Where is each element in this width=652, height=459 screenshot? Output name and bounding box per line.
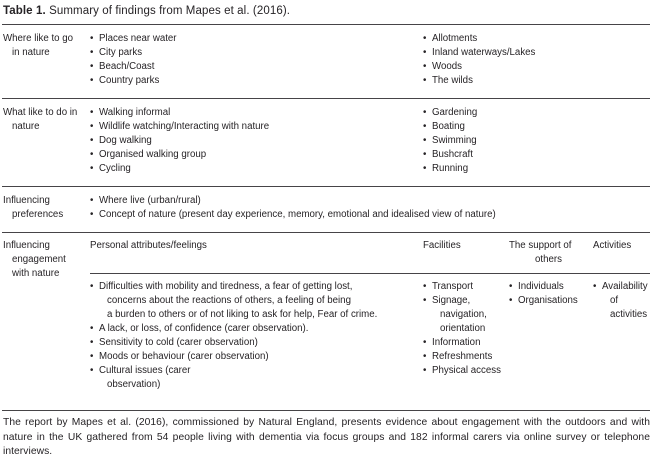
bullet-text: Swimming [432, 135, 477, 146]
bullet-icon: • [90, 351, 94, 362]
bullet-item [423, 148, 650, 162]
what-to-do-list-right [423, 106, 650, 176]
bullet-icon: • [509, 281, 513, 292]
table-caption-text: Summary of findings from Mapes et al. (2016). [49, 5, 291, 17]
bullet-icon: • [90, 61, 94, 72]
bullet-item [423, 294, 509, 336]
activities-list [593, 280, 650, 392]
bullet-item [423, 162, 650, 176]
bullet-item [90, 32, 423, 46]
bullet-icon: • [90, 195, 94, 206]
bullet-text: Information [432, 337, 481, 348]
bullet-icon: • [90, 149, 94, 160]
bullet-icon: • [90, 75, 94, 86]
bullet-icon: • [90, 209, 94, 220]
bullet-icon: • [423, 107, 427, 118]
bullet-icon: • [90, 281, 94, 292]
row-label-influencing-preferences [2, 194, 90, 222]
row-label-where-to-go [2, 32, 90, 88]
bullet-icon: • [423, 149, 427, 160]
bullet-icon: • [90, 33, 94, 44]
label-line: in nature [12, 47, 50, 58]
facilities-list [423, 280, 509, 392]
label-line: What like to do in [3, 107, 78, 118]
bullet-item [90, 194, 650, 208]
label-line: with nature [12, 268, 60, 279]
bullet-icon: • [423, 337, 427, 348]
bullet-item [90, 322, 423, 336]
bullet-item [90, 120, 423, 134]
bullet-text: The wilds [432, 75, 473, 86]
bullet-icon: • [90, 323, 94, 334]
label-line: The support of [509, 240, 572, 251]
bullet-icon: • [90, 163, 94, 174]
bullet-icon: • [423, 365, 427, 376]
bullet-text: Difficulties with mobility and tiredness, a fear of getting lost, concerns about the reactions of others, a feeling of being a burden to others or of not liking to ask for help, Fear of crime. [99, 281, 378, 320]
row-label-what-to-do [2, 106, 90, 176]
bullet-text: Walking informal [99, 107, 171, 118]
column-header-activities: Activities [593, 240, 632, 251]
bullet-text: Wildlife watching/Interacting with nature [99, 121, 270, 132]
bullet-icon: • [423, 351, 427, 362]
bullet-text: A lack, or loss, of confidence (carer observation). [99, 323, 309, 334]
bullet-text: Bushcraft [432, 149, 473, 160]
summary-table [2, 24, 650, 411]
where-to-go-list-right [423, 32, 650, 88]
bullet-item [423, 350, 509, 364]
table-row-where-to-go [2, 25, 650, 99]
bullet-text: Organised walking group [99, 149, 207, 160]
bullet-item [423, 46, 650, 60]
bullet-icon: • [509, 295, 513, 306]
column-header-support-of-others [509, 239, 593, 267]
bullet-icon: • [423, 121, 427, 132]
bullet-icon: • [423, 281, 427, 292]
bullet-icon: • [593, 281, 597, 292]
bullet-text: Beach/Coast [99, 61, 155, 72]
bullet-icon: • [423, 33, 427, 44]
influencing-preferences-list [90, 194, 650, 222]
row-label-influencing-engagement [2, 233, 90, 410]
bullet-text: Gardening [432, 107, 478, 118]
bullet-icon: • [423, 47, 427, 58]
bullet-icon: • [90, 121, 94, 132]
bullet-item [509, 280, 593, 294]
bullet-text: Sensitivity to cold (carer observation) [99, 337, 258, 348]
bullet-icon: • [90, 107, 94, 118]
bullet-text: Cultural issues (carer observation) [99, 365, 191, 390]
bullet-icon: • [423, 163, 427, 174]
bullet-item [90, 162, 423, 176]
bullet-text: Moods or behaviour (carer observation) [99, 351, 269, 362]
bullet-text: Inland waterways/Lakes [432, 47, 536, 58]
bullet-item [90, 134, 423, 148]
bullet-icon: • [423, 75, 427, 86]
table-row-influencing-engagement [2, 233, 650, 411]
label-line: Influencing [3, 195, 50, 206]
bullet-text: Availability of activities [602, 281, 648, 320]
bullet-text: Running [432, 163, 469, 174]
bullet-icon: • [90, 337, 94, 348]
engagement-subtable-body [90, 273, 650, 410]
bullet-text: Organisations [518, 295, 578, 306]
bullet-text: Places near water [99, 33, 177, 44]
bullet-text: Allotments [432, 33, 478, 44]
bullet-text: Woods [432, 61, 462, 72]
label-line: Where like to go [3, 33, 73, 44]
bullet-item [90, 364, 423, 392]
bullet-item [423, 60, 650, 74]
bullet-text: Concept of nature (present day experience, memory, emotional and idealised view of nature) [99, 209, 496, 220]
bullet-item [90, 60, 423, 74]
bullet-item [90, 148, 423, 162]
bullet-item [593, 280, 650, 322]
label-line: Influencing [3, 240, 50, 251]
table-number: Table 1. [3, 5, 46, 17]
bullet-icon: • [423, 135, 427, 146]
bullet-text: Signage, navigation, orientation [432, 295, 487, 334]
engagement-subtable-header [90, 233, 650, 273]
bullet-item [90, 280, 423, 322]
bullet-item [90, 208, 650, 222]
bullet-item [423, 280, 509, 294]
support-of-others-list [509, 280, 593, 392]
bullet-item [90, 106, 423, 120]
bullet-item [423, 134, 650, 148]
bullet-text: Individuals [518, 281, 564, 292]
bullet-item [423, 32, 650, 46]
personal-attributes-list [90, 280, 423, 392]
bullet-item [423, 336, 509, 350]
bullet-icon: • [90, 47, 94, 58]
bullet-item [423, 364, 509, 378]
column-header-personal-attributes: Personal attributes/feelings [90, 240, 207, 251]
label-line: others [535, 254, 562, 265]
label-line: preferences [12, 209, 64, 220]
bullet-text: Physical access [432, 365, 501, 376]
where-to-go-list-left [90, 32, 423, 88]
bullet-text: Country parks [99, 75, 160, 86]
table-row-what-to-do [2, 99, 650, 187]
bullet-item [90, 46, 423, 60]
bullet-icon: • [90, 135, 94, 146]
bullet-text: City parks [99, 47, 143, 58]
bullet-icon: • [90, 365, 94, 376]
column-header-facilities: Facilities [423, 240, 461, 251]
bullet-text: Boating [432, 121, 465, 132]
bullet-item [423, 74, 650, 88]
label-line: nature [12, 121, 40, 132]
bullet-text: Where live (urban/rural) [99, 195, 201, 206]
table-footnote: The report by Mapes et al. (2016), commissioned by Natural England, presents evidence about engagement with the outdoors and with nature in the UK gathered from 54 people living with dementia via focus groups and 182 informal carers via online survey or telephone interviews. [3, 417, 650, 458]
bullet-item [509, 294, 593, 308]
table-caption [3, 4, 650, 18]
bullet-item [90, 336, 423, 350]
bullet-item [423, 106, 650, 120]
bullet-text: Cycling [99, 163, 131, 174]
bullet-icon: • [423, 295, 427, 306]
engagement-subtable [90, 233, 650, 410]
table-row-influencing-preferences [2, 187, 650, 233]
bullet-item [90, 350, 423, 364]
label-line: engagement [12, 254, 66, 265]
bullet-icon: • [423, 61, 427, 72]
bullet-item [90, 74, 423, 88]
bullet-text: Dog walking [99, 135, 152, 146]
bullet-text: Refreshments [432, 351, 493, 362]
bullet-text: Transport [432, 281, 474, 292]
bullet-item [423, 120, 650, 134]
what-to-do-list-left [90, 106, 423, 176]
